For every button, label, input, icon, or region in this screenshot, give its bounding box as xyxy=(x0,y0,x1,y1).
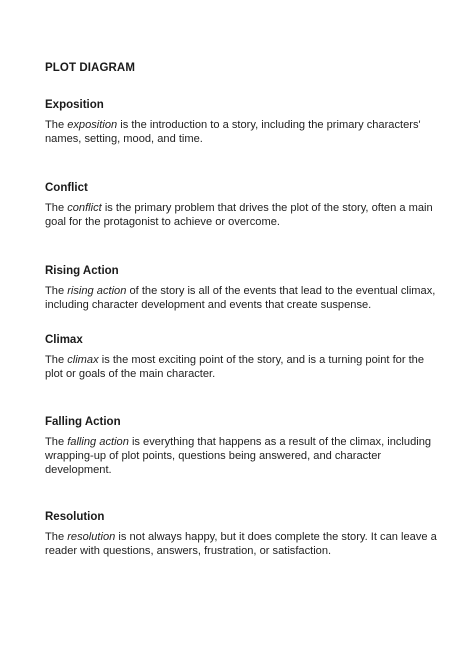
body-text: is not always happy, but it does complete the story. It can leave a reader with questions, answers, frustration, or satisfaction. xyxy=(45,531,437,558)
section-rising-action xyxy=(45,264,440,312)
body-text: The xyxy=(45,202,68,214)
section-body xyxy=(45,284,440,312)
defined-term: exposition xyxy=(67,119,118,131)
body-text: of the story is all of the events that lead to the eventual climax, including character development and events that create suspense. xyxy=(45,285,436,312)
body-text: is everything that happens as a result of the climax, including wrapping-up of plot points, questions being answered, and character development. xyxy=(45,436,432,477)
section-heading: Resolution xyxy=(45,511,105,523)
section-exposition xyxy=(45,98,440,146)
section-resolution xyxy=(45,510,440,558)
section-body xyxy=(45,353,440,381)
document-title: PLOT DIAGRAM xyxy=(45,62,135,74)
section-conflict xyxy=(45,181,440,229)
body-text: The xyxy=(45,354,68,366)
section-falling-action xyxy=(45,415,440,478)
body-text: is the primary problem that drives the plot of the story, often a main goal for the protagonist to achieve or overcome. xyxy=(45,202,433,229)
section-body xyxy=(45,118,440,146)
section-body xyxy=(45,530,440,558)
defined-term: resolution xyxy=(67,531,116,543)
defined-term: falling action xyxy=(67,436,129,448)
section-heading: Falling Action xyxy=(45,416,121,428)
defined-term: rising action xyxy=(67,285,127,297)
section-heading: Exposition xyxy=(45,99,104,111)
section-climax xyxy=(45,333,440,381)
body-text: is the introduction to a story, including the primary characters' names, setting, mood, and time. xyxy=(45,119,421,146)
body-text: The xyxy=(45,285,68,297)
section-body xyxy=(45,201,440,229)
defined-term: conflict xyxy=(67,202,102,214)
body-text: is the most exciting point of the story, and is a turning point for the plot or goals of the main character. xyxy=(45,354,425,381)
section-body xyxy=(45,435,440,478)
body-text: The xyxy=(45,531,68,543)
section-heading: Rising Action xyxy=(45,265,119,277)
body-text: The xyxy=(45,436,68,448)
section-heading: Climax xyxy=(45,334,83,346)
body-text: The xyxy=(45,119,68,131)
defined-term: climax xyxy=(67,354,99,366)
section-heading: Conflict xyxy=(45,182,88,194)
